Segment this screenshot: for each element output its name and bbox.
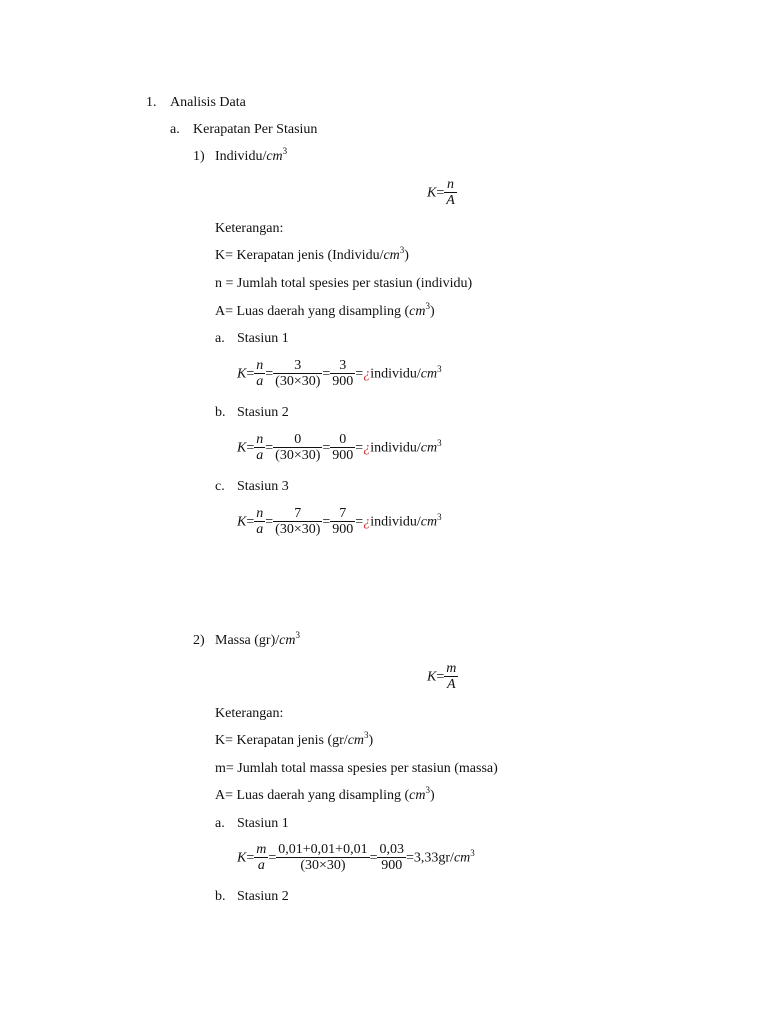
frac-den: 900 [381, 858, 403, 873]
unit-text: individu/ [370, 440, 421, 456]
station-formula [237, 359, 442, 390]
station-letter: c. [215, 479, 225, 494]
ket-a-end: ) [429, 788, 435, 803]
frac-den: (30×30) [275, 448, 321, 463]
ket-m: m= Jumlah total massa spesies per stasiun (massa) [215, 761, 498, 776]
keterangan-label: Keterangan: [215, 221, 284, 236]
ket-a [215, 301, 435, 320]
frac-num: n [256, 358, 264, 373]
frac-den: a [256, 448, 264, 463]
station-label: Stasiun 2 [237, 405, 289, 420]
frac-num: 3 [273, 358, 322, 374]
equals: = [436, 185, 445, 201]
exponent: 3 [425, 785, 430, 795]
exponent: 3 [282, 146, 288, 156]
station-label: Stasiun 1 [237, 816, 289, 831]
ket-k-text: K= Kerapatan jenis (Individu/ [215, 248, 384, 263]
frac-den: a [256, 522, 264, 537]
frac-den: a [257, 858, 265, 873]
unit: cm [409, 788, 426, 803]
equals: = [265, 514, 274, 530]
unit: cm [347, 733, 365, 748]
exponent: 3 [399, 245, 405, 255]
ket-a-end: ) [429, 304, 435, 319]
section-number: 1. [146, 95, 157, 110]
part2-title [215, 630, 300, 649]
result-text: =3,33gr/ [405, 850, 454, 866]
part1-title [215, 146, 288, 165]
unit: cm [420, 514, 438, 530]
station-formula [237, 843, 475, 874]
station-letter: a. [215, 331, 225, 346]
part1-number: 1) [193, 149, 205, 164]
frac-num: m [256, 842, 267, 857]
formula-k-n-a [427, 178, 457, 209]
unit: cm [409, 304, 426, 319]
station-letter: a. [215, 816, 225, 831]
formula-k-m-a [427, 662, 458, 693]
formula-den: A [447, 677, 456, 692]
equals: = [436, 669, 445, 685]
station-letter: b. [215, 405, 226, 420]
frac-den: 900 [332, 522, 354, 537]
ket-k-end: ) [404, 248, 409, 263]
unit: cm [279, 633, 296, 648]
equals: = [246, 366, 255, 382]
frac-num: 7 [330, 506, 355, 522]
ket-k-end: ) [368, 733, 374, 748]
frac-den: 900 [332, 374, 354, 389]
unit-text: individu/ [370, 366, 421, 382]
ket-a-text: A= Luas daerah yang disampling ( [215, 304, 410, 319]
equals: = [265, 366, 274, 382]
frac-den: (30×30) [275, 522, 321, 537]
equals: = [355, 440, 364, 456]
part2-title-text: Massa (gr)/ [215, 633, 280, 648]
red-glyph: ¿ [363, 440, 371, 456]
sub-letter: a. [170, 122, 180, 137]
ket-k [215, 245, 409, 264]
unit: cm [266, 149, 283, 164]
formula-den: A [446, 193, 455, 208]
frac-num: n [256, 432, 264, 447]
equals: = [246, 850, 255, 866]
formula-lhs: K [427, 185, 437, 201]
equals: = [246, 440, 255, 456]
station-label: Stasiun 2 [237, 889, 289, 904]
equals: = [355, 514, 364, 530]
unit-text: individu/ [370, 514, 421, 530]
keterangan-label: Keterangan: [215, 706, 284, 721]
unit: cm [420, 440, 438, 456]
unit: cm [420, 366, 438, 382]
ket-k-text: K= Kerapatan jenis (gr/ [215, 733, 348, 748]
equals: = [246, 514, 255, 530]
frac-den: a [256, 374, 264, 389]
part2-number: 2) [193, 633, 205, 648]
station-letter: b. [215, 889, 226, 904]
frac-num: n [256, 506, 264, 521]
k-symbol: K [237, 440, 247, 456]
frac-den: 900 [332, 448, 354, 463]
formula-num: m [446, 661, 457, 676]
exponent: 3 [364, 730, 369, 740]
frac-num: 0,01+0,01+0,01 [278, 842, 368, 857]
k-symbol: K [237, 514, 247, 530]
exponent: 3 [437, 511, 442, 522]
unit: cm [453, 850, 471, 866]
sub-title: Kerapatan Per Stasiun [193, 122, 318, 137]
ket-a [215, 785, 435, 804]
frac-num: 0,03 [379, 842, 404, 857]
exponent: 3 [437, 363, 442, 374]
frac-den: (30×30) [300, 858, 346, 873]
k-symbol: K [237, 366, 247, 382]
frac-num: 0 [330, 432, 355, 448]
equals: = [369, 850, 378, 866]
unit: cm [383, 248, 400, 263]
section-title: Analisis Data [170, 95, 246, 110]
equals: = [355, 366, 364, 382]
equals: = [265, 440, 274, 456]
station-formula [237, 433, 442, 464]
red-glyph: ¿ [363, 514, 371, 530]
equals: = [268, 850, 277, 866]
formula-lhs: K [427, 669, 437, 685]
station-formula [237, 507, 442, 538]
frac-num: 7 [273, 506, 322, 522]
frac-num: 0 [273, 432, 322, 448]
exponent: 3 [437, 437, 442, 448]
equals: = [322, 366, 331, 382]
station-label: Stasiun 3 [237, 479, 289, 494]
exponent: 3 [425, 301, 430, 311]
equals: = [322, 514, 331, 530]
ket-a-text: A= Luas daerah yang disampling ( [215, 788, 410, 803]
frac-num: 3 [330, 358, 355, 374]
part1-title-text: Individu/ [215, 149, 267, 164]
equals: = [322, 440, 331, 456]
exponent: 3 [295, 630, 300, 640]
frac-den: (30×30) [275, 374, 321, 389]
ket-k [215, 730, 374, 749]
station-label: Stasiun 1 [237, 331, 289, 346]
ket-n: n = Jumlah total spesies per stasiun (individu) [215, 276, 473, 291]
k-symbol: K [237, 850, 247, 866]
exponent: 3 [470, 847, 475, 858]
red-glyph: ¿ [363, 366, 371, 382]
formula-num: n [444, 177, 457, 193]
